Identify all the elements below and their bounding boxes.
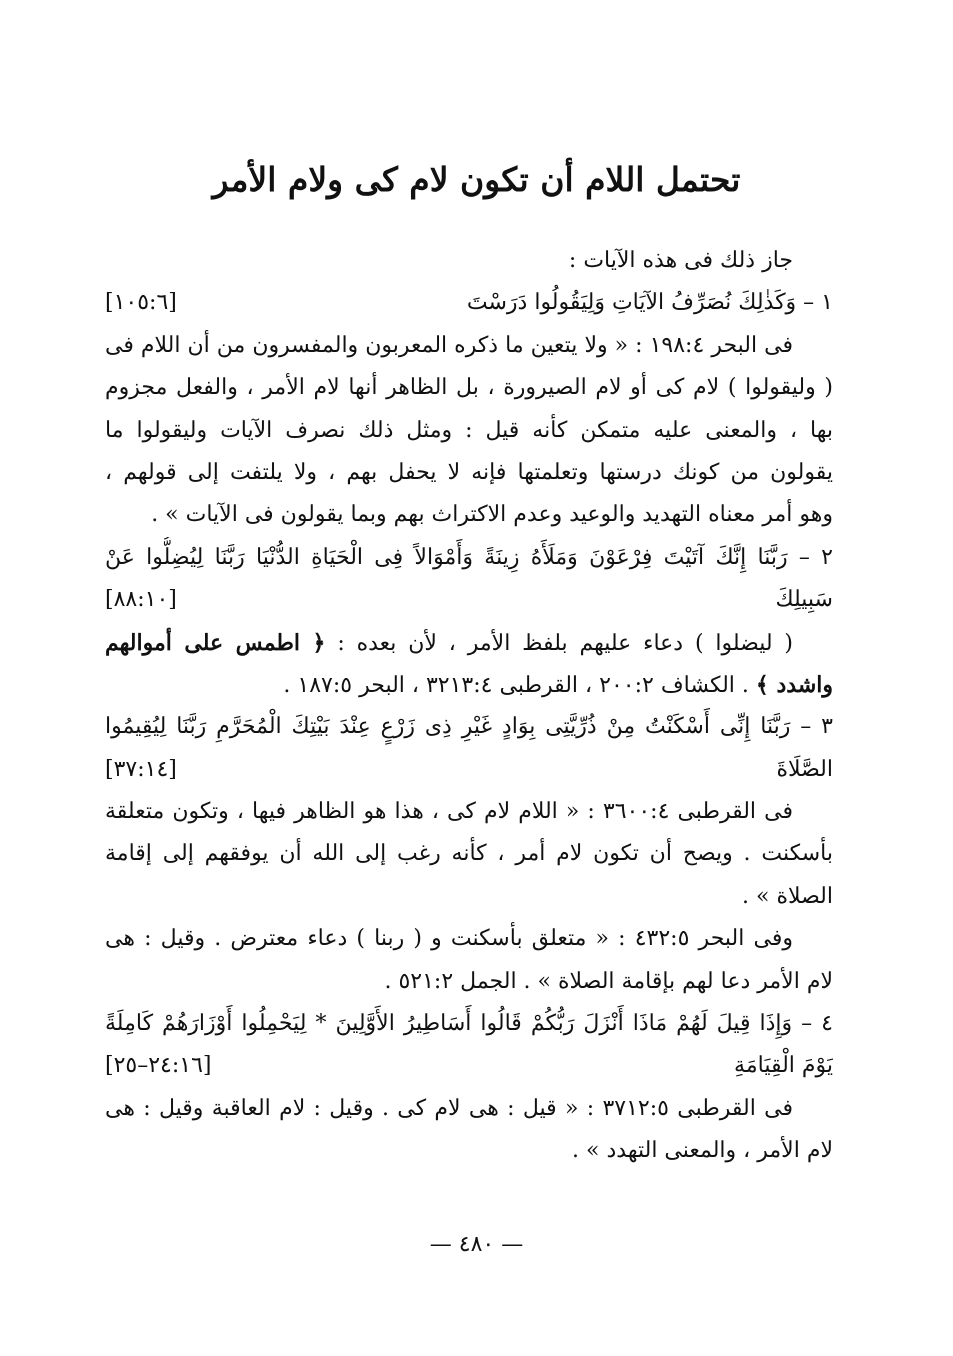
verse-2-text-end: سَبِيلِكَ (775, 587, 833, 613)
verse-1-text: ١ – وَكَذٰلِكَ نُصَرِّفُ الآيَاتِ وَلِيَقُولُوا دَرَسْتَ (466, 290, 833, 316)
main-text (105, 240, 833, 1173)
verse-3-ref: [٣٧:١٤] (105, 756, 177, 782)
page-number: — ٤٨٠ — (429, 1232, 524, 1257)
verse-4-ref: [٢٤:١٦–٢٥] (105, 1053, 212, 1079)
verse-3-line-1: ٣ – رَبَّنَا إِنِّى أَسْكَنْتُ مِنْ ذُرِّيَّتِى بِوَادٍ غَيْرِ ذِى زَرْعٍ عِنْدَ بَيْتِكَ الْمُحَرَّمِ رَبَّنَا لِيُقِيمُوا (105, 714, 833, 740)
para-5-line: لام الأمر ، والمعنى التهدد » . (572, 1138, 833, 1164)
para-5-line: فى القرطبى ٣٧١٢:٥ : « قيل : هى لام كى . وقيل : لام العاقبة وقيل : هى (105, 1095, 793, 1121)
verse-1 (105, 282, 833, 324)
para-2-quote: ﴿ اطمس على أموالهم (105, 629, 326, 656)
para-1-line: فى البحر ١٩٨:٤ : « ولا يتعين ما ذكره المعربون والمفسرون من أن اللام فى (105, 332, 793, 358)
para-3-line: الصلاة » . (742, 883, 833, 909)
para-1-line: ( وليقولوا ) لام كى أو لام الصيرورة ، بل الظاهر أنها لام الأمر ، والفعل مجزوم (105, 375, 833, 401)
para-3-line: فى القرطبى ٣٦٠٠:٤ : « اللام لام كى ، هذا هو الظاهر فيها ، وتكون متعلقة (105, 799, 793, 825)
para-2-quote-end: واشدد ﴾ (755, 671, 833, 698)
verse-3-line-2 (105, 749, 833, 791)
intro-line: جاز ذلك فى هذه الآيات : (568, 248, 793, 273)
verse-2-line-2 (105, 579, 833, 621)
para-4-line: لام الأمر دعا لهم بإقامة الصلاة » . الجمل ٥٢١:٢ . (384, 968, 833, 994)
verse-2-ref: [٨٨:١٠] (105, 587, 177, 613)
para-2-sources: . الكشاف ٢٠٠:٢ ، القرطبى ٣٢١٣:٤ ، البحر ١٨٧:٥ . (283, 672, 749, 698)
verse-4-text-end: يَوْمَ الْقِيَامَةِ (734, 1053, 833, 1079)
para-1-line: وهو أمر معناه التهديد والوعيد وعدم الاكتراث بهم وبما يقولون فى الآيات » . (151, 502, 833, 528)
para-1-line: بها ، والمعنى عليه متمكن كأنه قيل : ومثل ذلك نصرف الآيات وليقولوا ما (105, 417, 833, 443)
verse-4-line-1: ٤ – وَإِذَا قِيلَ لَهُمْ مَاذَا أَنْزَلَ رَبُّكُمْ قَالُوا أَسَاطِيرُ الأَوَّلِينَ * لِيَحْمِلُوا أَوْزَارَهُمْ كَامِلَةً (105, 1011, 833, 1037)
verse-4-line-2 (105, 1045, 833, 1087)
page-title: تحتمل اللام أن تكون لام كى ولام الأمر (212, 160, 741, 199)
para-1-line: يقولون من كونك درستها وتعلمتها فإنه لا يحفل بهم ، ولا يلتفت إلى قولهم ، (105, 459, 833, 485)
verse-1-ref: [١٠٥:٦] (105, 290, 177, 316)
para-2-plain: ( ليضلوا ) دعاء عليهم بلفظ الأمر ، لأن بعده : (337, 630, 794, 656)
para-2-line-1 (105, 622, 833, 664)
verse-3-text-end: الصَّلَاةَ (776, 756, 833, 782)
verse-2-line-1: ٢ – رَبَّنَا إِنَّكَ آتَيْتَ فِرْعَوْنَ وَمَلَأَهُ زِينَةً وَأَمْوَالاً فِى الْحَيَاةِ الدُّنْيَا رَبَّنَا لِيُضِلُّوا عَنْ (105, 544, 833, 570)
para-4-line: وفى البحر ٤٣٢:٥ : « متعلق بأسكنت و ( ربنا ) دعاء معترض . وقيل : هى (105, 926, 793, 952)
para-2-line-2 (105, 664, 833, 706)
para-3-line: بأسكنت . ويصح أن تكون لام أمر ، كأنه رغب إلى الله أن يوفقهم إلى إقامة (105, 841, 833, 867)
